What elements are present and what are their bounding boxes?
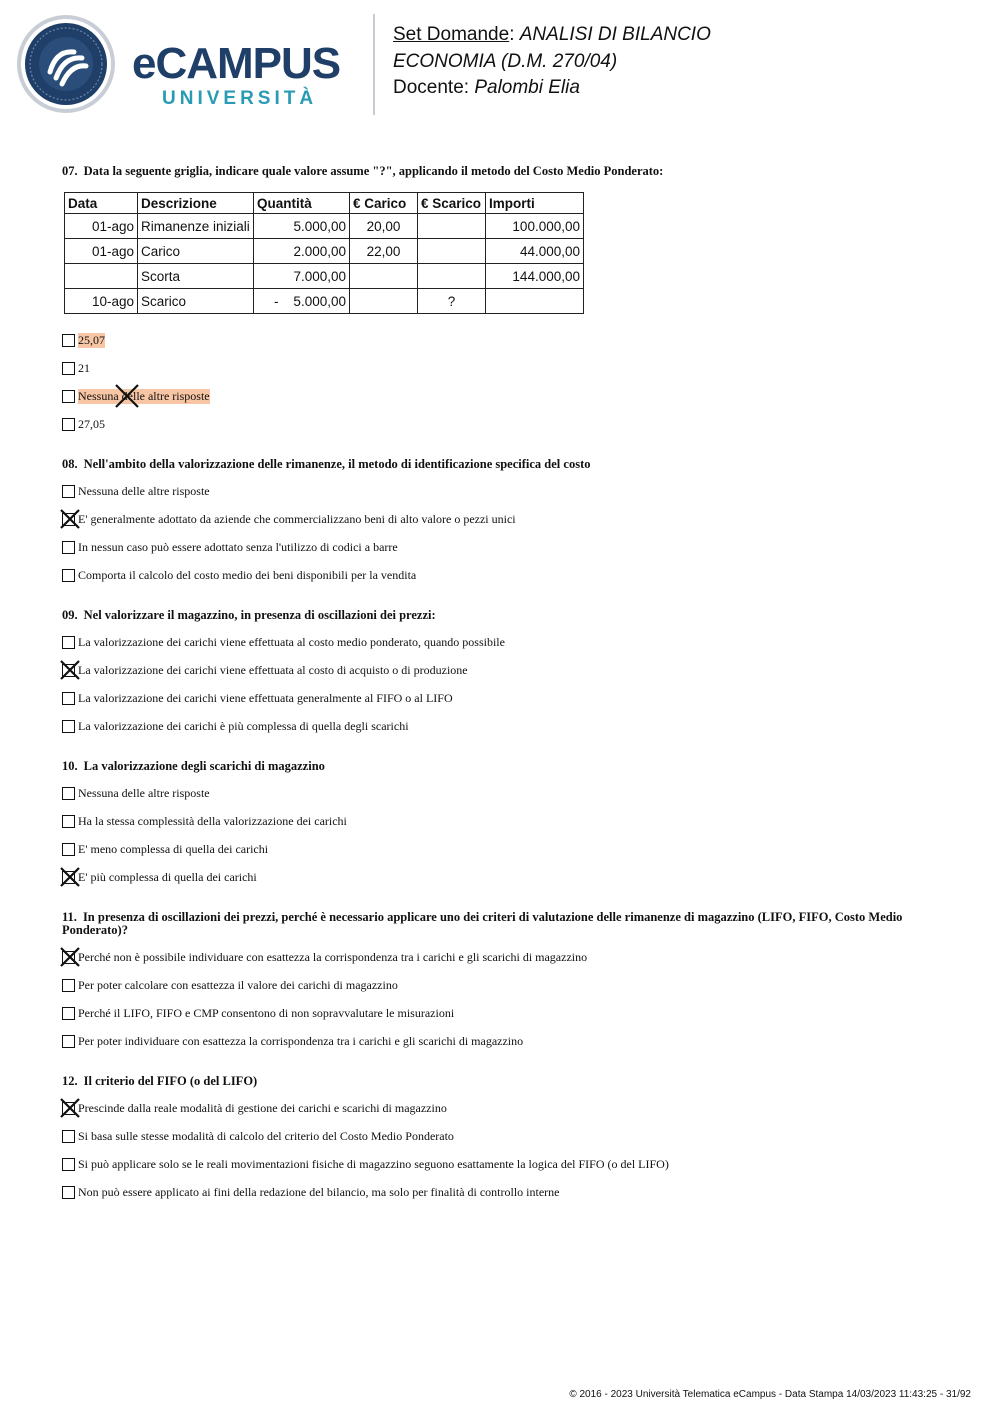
answer-text: Perché non è possibile individuare con esattezza la corrispondenza tra i carichi e gli scarichi di magazzino — [78, 949, 588, 964]
answer-option[interactable] — [62, 354, 942, 382]
answer-text: Si basa sulle stesse modalità di calcolo del criterio del Costo Medio Ponderato — [78, 1128, 454, 1143]
grid-cell — [418, 214, 486, 239]
ecampus-logo — [132, 40, 357, 115]
answer-text: 25,07 — [78, 332, 105, 347]
answer-option[interactable] — [62, 505, 942, 533]
question-number: 07. — [62, 164, 78, 178]
answer-text: E' più complessa di quella dei carichi — [78, 869, 257, 884]
answer-checkbox[interactable] — [62, 362, 75, 375]
question-text: La valorizzazione degli scarichi di magazzino — [83, 759, 325, 773]
answer-text: Perché il LIFO, FIFO e CMP consentono di non sopravvalutare le misurazioni — [78, 1005, 455, 1020]
answer-option[interactable] — [62, 1122, 942, 1150]
grid-header: Descrizione — [138, 193, 254, 214]
header-divider — [373, 14, 375, 115]
question-number: 12. — [62, 1074, 78, 1088]
answer-option[interactable] — [62, 1150, 942, 1178]
answer-checkbox[interactable] — [62, 1007, 75, 1020]
answer-option[interactable] — [62, 1094, 942, 1122]
answer-checkbox[interactable] — [62, 815, 75, 828]
grid-cell: 5.000,00 — [254, 214, 350, 239]
question-title — [62, 911, 942, 937]
question-12 — [62, 1075, 942, 1206]
set-value-2: ECONOMIA (D.M. 270/04) — [393, 50, 618, 72]
answer-text: Non può essere applicato ai fini della redazione del bilancio, ma solo per finalità di controllo interne — [78, 1184, 560, 1199]
grid-header: € Scarico — [418, 193, 486, 214]
question-number: 11. — [62, 910, 77, 924]
table-row — [65, 289, 584, 314]
teacher-value: Palombi Elia — [474, 77, 580, 98]
brand-name: eCAMPUS — [132, 39, 341, 88]
question-title — [62, 1075, 942, 1088]
question-text: Data la seguente griglia, indicare quale valore assume "?", applicando il metodo del Costo Medio Ponderato: — [83, 164, 664, 178]
grid-cell: Carico — [138, 239, 254, 264]
answer-checkbox[interactable] — [62, 569, 75, 582]
answer-option[interactable] — [62, 779, 942, 807]
table-row — [65, 239, 584, 264]
question-07-options — [62, 326, 942, 438]
answer-checkbox[interactable] — [62, 664, 75, 677]
answer-option[interactable] — [62, 561, 942, 589]
grid-cell: 7.000,00 — [254, 264, 350, 289]
page-footer: © 2016 - 2023 Università Telematica eCampus - Data Stampa 14/03/2023 11:43:25 - 31/92 — [569, 1389, 971, 1400]
grid-cell: 20,00 — [350, 214, 418, 239]
answer-checkbox[interactable] — [62, 720, 75, 733]
question-11 — [62, 911, 942, 1055]
question-title — [62, 760, 942, 773]
answer-option[interactable] — [62, 863, 942, 891]
answer-text: Comporta il calcolo del costo medio dei beni disponibili per la vendita — [78, 567, 417, 582]
answer-text: La valorizzazione dei carichi viene effettuata al costo di acquisto o di produzione — [78, 662, 468, 677]
grid-cell: 01-ago — [65, 214, 138, 239]
question-title — [62, 458, 942, 471]
question-number: 10. — [62, 759, 78, 773]
answer-text: Prescinde dalla reale modalità di gestione dei carichi e scarichi di magazzino — [78, 1100, 447, 1115]
grid-cell — [65, 264, 138, 289]
grid-header: Importi — [486, 193, 584, 214]
grid-cell — [350, 289, 418, 314]
grid-header: Data — [65, 193, 138, 214]
answer-checkbox[interactable] — [62, 1186, 75, 1199]
answer-text: 27,05 — [78, 416, 105, 431]
answer-checkbox[interactable] — [62, 1158, 75, 1171]
answer-checkbox[interactable] — [62, 636, 75, 649]
valuation-grid — [64, 192, 584, 314]
grid-cell: Rimanenze iniziali — [138, 214, 254, 239]
grid-header-row — [65, 193, 584, 214]
question-text: Nell'ambito della valorizzazione delle rimanenze, il metodo di identificazione specifica del costo — [83, 457, 591, 471]
grid-cell: ? — [418, 289, 486, 314]
grid-cell: 100.000,00 — [486, 214, 584, 239]
answer-checkbox[interactable] — [62, 334, 75, 347]
question-07 — [62, 165, 942, 178]
answer-text: 21 — [78, 360, 90, 375]
teacher-line — [393, 75, 993, 102]
answer-option[interactable] — [62, 807, 942, 835]
answer-text: La valorizzazione dei carichi è più complessa di quella degli scarichi — [78, 718, 409, 733]
question-text: In presenza di oscillazioni dei prezzi, perché è necessario applicare uno dei criteri di valutazione delle rimanenze di magazzino (LIFO, FIFO, Costo Medio Ponderato)? — [62, 910, 903, 937]
answer-text: E' meno complessa di quella dei carichi — [78, 841, 269, 856]
question-08 — [62, 458, 942, 589]
brand-subtitle: UNIVERSITÀ — [162, 88, 318, 109]
set-line-2 — [393, 49, 993, 76]
grid-cell — [350, 264, 418, 289]
answer-checkbox[interactable] — [62, 390, 75, 403]
question-text: Nel valorizzare il magazzino, in presenza di oscillazioni dei prezzi: — [83, 608, 436, 622]
answer-text: Nessuna delle altre risposte — [78, 388, 210, 403]
question-10 — [62, 760, 942, 891]
answer-text: E' generalmente adottato da aziende che commercializzano beni di alto valore o pezzi unici — [78, 511, 516, 526]
question-title — [62, 165, 942, 178]
answer-text: La valorizzazione dei carichi viene effettuata al costo medio ponderato, quando possibile — [78, 634, 505, 649]
answer-option[interactable] — [62, 943, 942, 971]
answer-option[interactable] — [62, 971, 942, 999]
question-title — [62, 609, 942, 622]
answer-option[interactable] — [62, 656, 942, 684]
answer-checkbox[interactable] — [62, 418, 75, 431]
grid-cell — [418, 264, 486, 289]
question-number: 09. — [62, 608, 78, 622]
table-row — [65, 264, 584, 289]
answer-checkbox[interactable] — [62, 871, 75, 884]
answer-text: Per poter individuare con esattezza la corrispondenza tra i carichi e gli scarichi di magazzino — [78, 1033, 524, 1048]
grid-header: € Carico — [350, 193, 418, 214]
answer-option[interactable] — [62, 835, 942, 863]
answer-option[interactable] — [62, 326, 942, 354]
answer-text: In nessun caso può essere adottato senza l'utilizzo di codici a barre — [78, 539, 398, 554]
answer-option[interactable] — [62, 684, 942, 712]
table-row — [65, 214, 584, 239]
answer-option[interactable] — [62, 382, 942, 410]
answer-option[interactable] — [62, 628, 942, 656]
grid-cell — [418, 239, 486, 264]
answer-checkbox[interactable] — [62, 843, 75, 856]
answer-option[interactable] — [62, 1178, 942, 1206]
answer-text: Ha la stessa complessità della valorizzazione dei carichi — [78, 813, 347, 828]
question-number: 08. — [62, 457, 78, 471]
answer-text: Nessuna delle altre risposte — [78, 785, 210, 800]
grid-cell: Scorta — [138, 264, 254, 289]
answer-text: Per poter calcolare con esattezza il valore dei carichi di magazzino — [78, 977, 398, 992]
answer-option[interactable] — [62, 477, 942, 505]
answer-option[interactable] — [62, 712, 942, 740]
grid-header: Quantità — [254, 193, 350, 214]
grid-cell: 2.000,00 — [254, 239, 350, 264]
answer-text: Nessuna delle altre risposte — [78, 483, 210, 498]
answer-checkbox[interactable] — [62, 541, 75, 554]
answer-text: Si può applicare solo se le reali movimentazioni fisiche di magazzino seguono esattamente la logica del FIFO (o del LIFO) — [78, 1156, 669, 1171]
answer-checkbox[interactable] — [62, 951, 75, 964]
page-header — [0, 0, 1000, 130]
set-line: Set Domande: ANALISI DI BILANCIO — [393, 24, 711, 45]
answer-checkbox[interactable] — [62, 1130, 75, 1143]
grid-cell: 10-ago — [65, 289, 138, 314]
grid-cell: Scarico — [138, 289, 254, 314]
grid-cell — [486, 289, 584, 314]
answer-checkbox[interactable] — [62, 485, 75, 498]
answer-checkbox[interactable] — [62, 1035, 75, 1048]
university-seal-logo — [16, 14, 116, 114]
grid-cell: 44.000,00 — [486, 239, 584, 264]
grid-cell: - 5.000,00 — [254, 289, 350, 314]
set-value: ANALISI DI BILANCIO — [519, 24, 711, 45]
grid-cell: 01-ago — [65, 239, 138, 264]
answer-checkbox[interactable] — [62, 692, 75, 705]
answer-text: La valorizzazione dei carichi viene effettuata generalmente al FIFO o al LIFO — [78, 690, 453, 705]
answer-option[interactable] — [62, 533, 942, 561]
answer-checkbox[interactable] — [62, 787, 75, 800]
course-info — [393, 22, 993, 102]
grid-cell: 144.000,00 — [486, 264, 584, 289]
teacher-label: Docente: — [393, 77, 470, 98]
question-text: Il criterio del FIFO (o del LIFO) — [83, 1074, 258, 1088]
grid-table — [64, 192, 584, 314]
answer-checkbox[interactable] — [62, 979, 75, 992]
answer-option[interactable] — [62, 999, 942, 1027]
answer-checkbox[interactable] — [62, 1102, 75, 1115]
answer-checkbox[interactable] — [62, 513, 75, 526]
set-label: Set Domande — [393, 24, 510, 45]
answer-option[interactable] — [62, 1027, 942, 1055]
grid-cell: 22,00 — [350, 239, 418, 264]
answer-option[interactable] — [62, 410, 942, 438]
question-09 — [62, 609, 942, 740]
